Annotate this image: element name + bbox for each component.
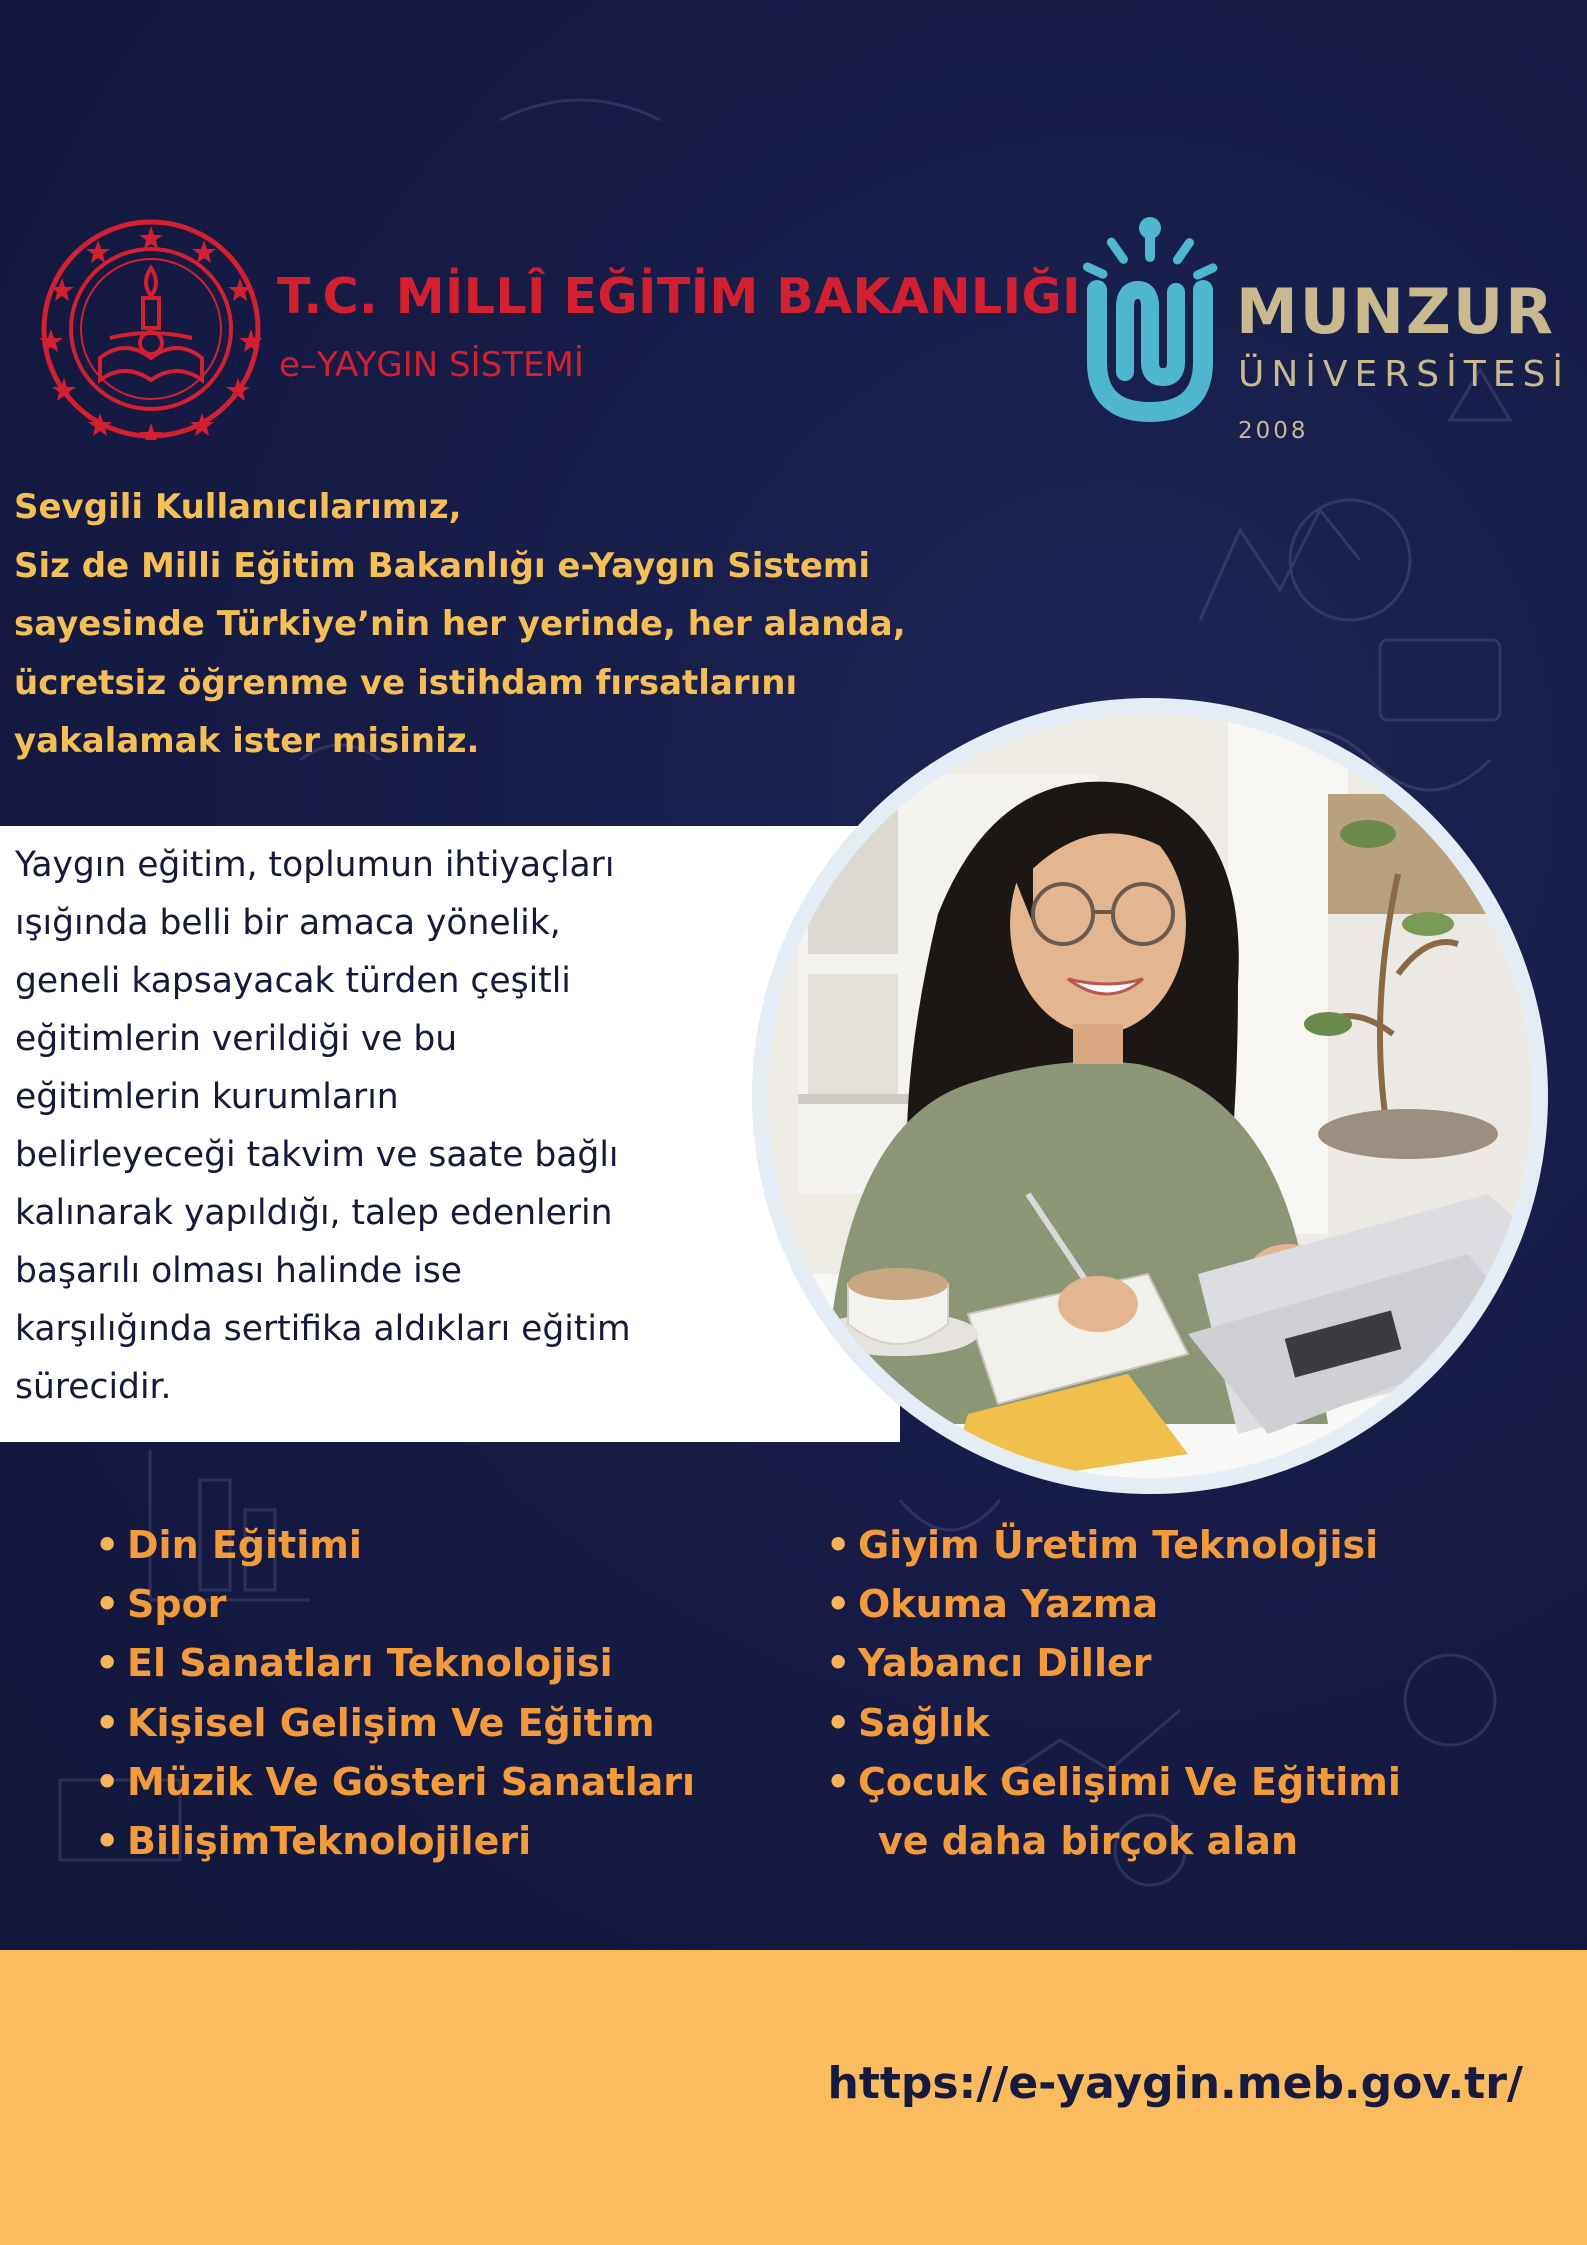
bullet: •	[95, 1759, 120, 1804]
list-item	[95, 1634, 695, 1693]
intro-line: ücretsiz öğrenme ve istihdam fırsatlarını	[14, 662, 798, 703]
list-item	[826, 1575, 1401, 1634]
bullet: •	[826, 1582, 851, 1627]
university-name: MUNZUR	[1236, 275, 1555, 348]
list-item-label: El Sanatları Teknolojisi	[127, 1641, 613, 1686]
definition-line: eğitimlerin kurumların	[15, 1077, 399, 1117]
list-item-label: Yabancı Diller	[858, 1641, 1152, 1686]
list-item-label: Spor	[127, 1582, 227, 1627]
definition-text	[15, 836, 815, 1416]
definition-line: ışığında belli bir amaca yönelik,	[15, 903, 561, 943]
bullet: •	[95, 1523, 120, 1567]
intro-message	[14, 478, 1054, 771]
meb-emblem-icon	[40, 218, 262, 440]
list-item	[95, 1812, 695, 1871]
list-item-label: Müzik Ve Gösteri Sanatları	[127, 1759, 695, 1804]
bullet: •	[95, 1819, 120, 1864]
definition-line: başarılı olması halinde ise	[15, 1251, 462, 1291]
student-photo	[768, 714, 1532, 1478]
list-item-label: Sağlık	[858, 1700, 990, 1745]
definition-line: sürecidir.	[15, 1367, 172, 1407]
bullet: •	[95, 1641, 120, 1686]
university-type: ÜNİVERSİTESİ	[1238, 354, 1570, 395]
meb-title: T.C. MİLLÎ EĞİTİM BAKANLIĞI	[277, 268, 1081, 325]
intro-line: Siz de Milli Eğitim Bakanlığı e-Yaygın Sistemi	[14, 545, 870, 586]
list-item-label: Giyim Üretim Teknolojisi	[858, 1523, 1379, 1567]
bullet: •	[826, 1759, 851, 1804]
bullet: •	[826, 1700, 851, 1745]
definition-line: belirleyeceği takvim ve saate bağlı	[15, 1135, 619, 1175]
list-item	[95, 1516, 695, 1575]
bullet: •	[826, 1641, 851, 1686]
list-item-label: BilişimTeknolojileri	[127, 1819, 532, 1864]
definition-line: karşılığında sertifika aldıkları eğitim	[15, 1309, 631, 1349]
definition-line: kalınarak yapıldığı, talep edenlerin	[15, 1193, 613, 1233]
definition-line: eğitimlerin verildiği ve bu	[15, 1019, 458, 1059]
meb-subtitle: e–YAYGIN SİSTEMİ	[279, 345, 584, 385]
intro-line: yakalamak ister misiniz.	[14, 721, 480, 761]
university-year: 2008	[1238, 418, 1309, 444]
list-item	[826, 1753, 1401, 1812]
more-fields-note: ve daha birçok alan	[878, 1819, 1299, 1864]
list-item-label: Din Eğitimi	[127, 1523, 362, 1567]
list-item	[826, 1694, 1401, 1753]
definition-line: geneli kapsayacak türden çeşitli	[15, 961, 571, 1001]
definition-line: Yaygın eğitim, toplumun ihtiyaçları	[15, 845, 615, 885]
list-item-label: Okuma Yazma	[858, 1582, 1159, 1627]
fields-list-right	[826, 1516, 1401, 1871]
bullet: •	[95, 1582, 120, 1627]
website-link[interactable]: https://e-yaygin.meb.gov.tr/	[827, 2058, 1523, 2109]
list-item-label: Çocuk Gelişimi Ve Eğitimi	[858, 1759, 1401, 1804]
list-item	[826, 1634, 1401, 1693]
list-item	[826, 1516, 1401, 1575]
bullet: •	[826, 1523, 851, 1567]
fields-list-left	[95, 1516, 695, 1871]
bullet: •	[95, 1700, 120, 1745]
intro-line: sayesinde Türkiye’nin her yerinde, her alanda,	[14, 604, 906, 644]
intro-line: Sevgili Kullanıcılarımız,	[14, 487, 462, 527]
list-item	[95, 1753, 695, 1812]
list-item	[95, 1575, 695, 1634]
munzur-logo-icon	[1083, 212, 1218, 422]
list-item	[95, 1694, 695, 1753]
list-item-label: Kişisel Gelişim Ve Eğitim	[127, 1700, 655, 1745]
